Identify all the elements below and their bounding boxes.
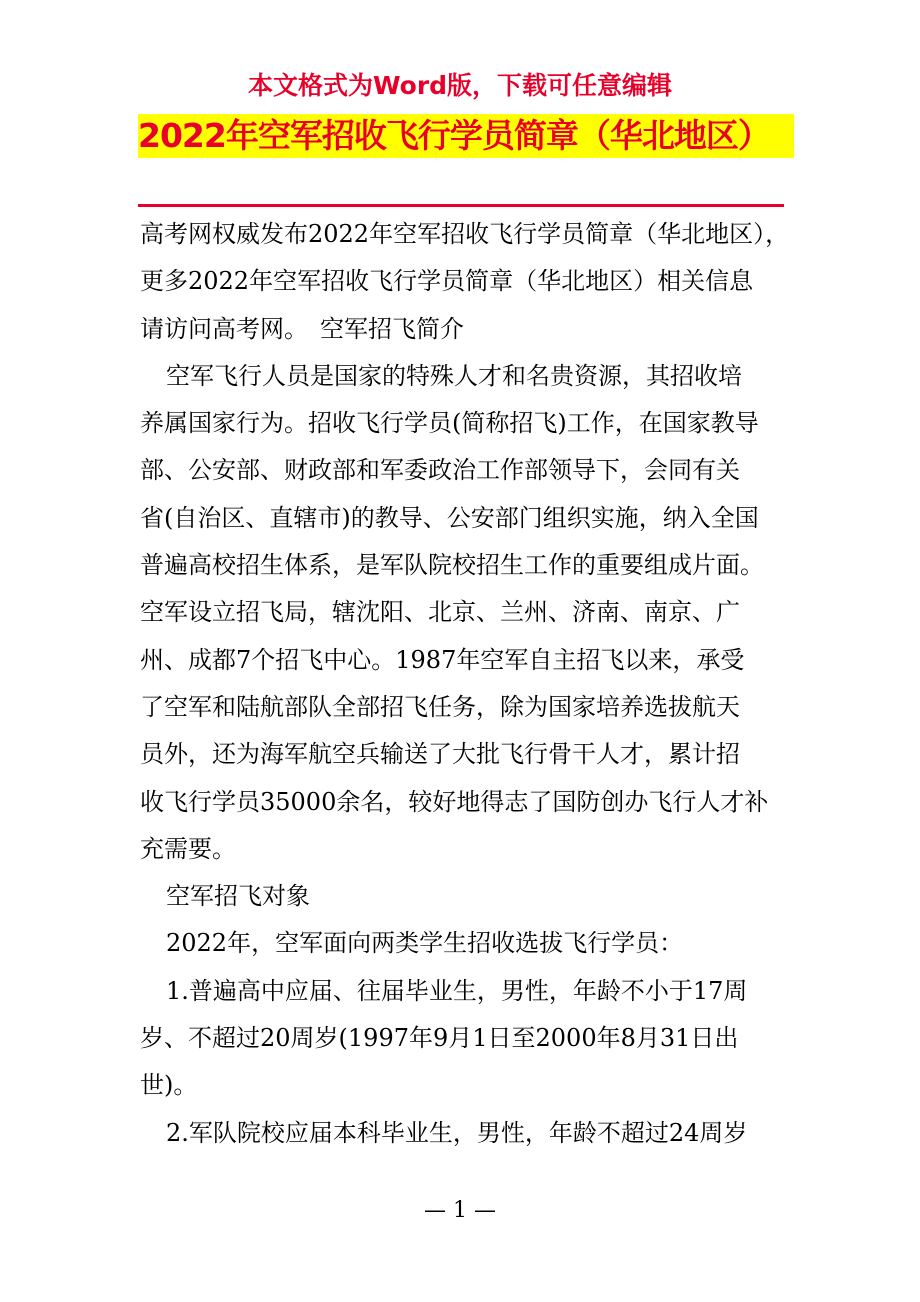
document-title: 2022年空军招收飞行学员简章（华北地区） <box>138 116 770 155</box>
body-line: 养属国家行为。招收飞行学员(简称招飞)工作，在国家教导 <box>140 409 759 438</box>
list-item: 2.军队院校应届本科毕业生，男性，年龄不超过24周岁 <box>166 1118 748 1147</box>
body-line: 空军飞行人员是国家的特殊人才和名贵资源，其招收培 <box>166 361 742 390</box>
body-line: 高考网权威发布2022年空军招收飞行学员简章（华北地区）， <box>140 220 790 248</box>
body-line: 州、成都7个招飞中心。1987年空军自主招飞以来，承受 <box>140 645 745 674</box>
body-line: 2022年，空军面向两类学生招收选拔飞行学员： <box>166 929 684 958</box>
title-highlight <box>138 114 794 158</box>
format-notice-banner: 本文格式为Word版，下载可任意编辑 <box>247 71 673 100</box>
body-line: 部、公安部、财政部和军委政治工作部领导下，会同有关 <box>140 456 740 485</box>
body-line: 省(自治区、直辖市)的教导、公安部门组织实施，纳入全国 <box>140 503 759 532</box>
body-line: 世)。 <box>140 1071 198 1100</box>
page-number: — 1 — <box>424 1198 496 1223</box>
body-line: 请访问高考网。 空军招飞简介 <box>140 314 464 343</box>
document-body <box>140 211 790 1157</box>
section-heading: 空军招飞对象 <box>166 882 310 911</box>
body-line: 了空军和陆航部队全部招飞任务，除为国家培养选拔航天 <box>140 692 740 721</box>
body-line: 员外，还为海军航空兵输送了大批飞行骨干人才，累计招 <box>140 740 740 769</box>
body-line: 岁、不超过20周岁(1997年9月1日至2000年8月31日出 <box>140 1024 739 1053</box>
body-line: 收飞行学员35000余名，较好地得志了国防创办飞行人才补 <box>140 787 769 816</box>
list-item: 1.普遍高中应届、往届毕业生，男性，年龄不小于17周 <box>166 976 748 1005</box>
body-line: 更多2022年空军招收飞行学员简章（华北地区）相关信息 <box>140 267 754 296</box>
body-line: 空军设立招飞局，辖沈阳、北京、兰州、济南、南京、广 <box>140 598 740 627</box>
body-line: 充需要。 <box>140 834 236 863</box>
body-line: 普遍高校招生体系，是军队院校招生工作的重要组成片面。 <box>140 551 764 580</box>
title-divider <box>138 204 784 207</box>
